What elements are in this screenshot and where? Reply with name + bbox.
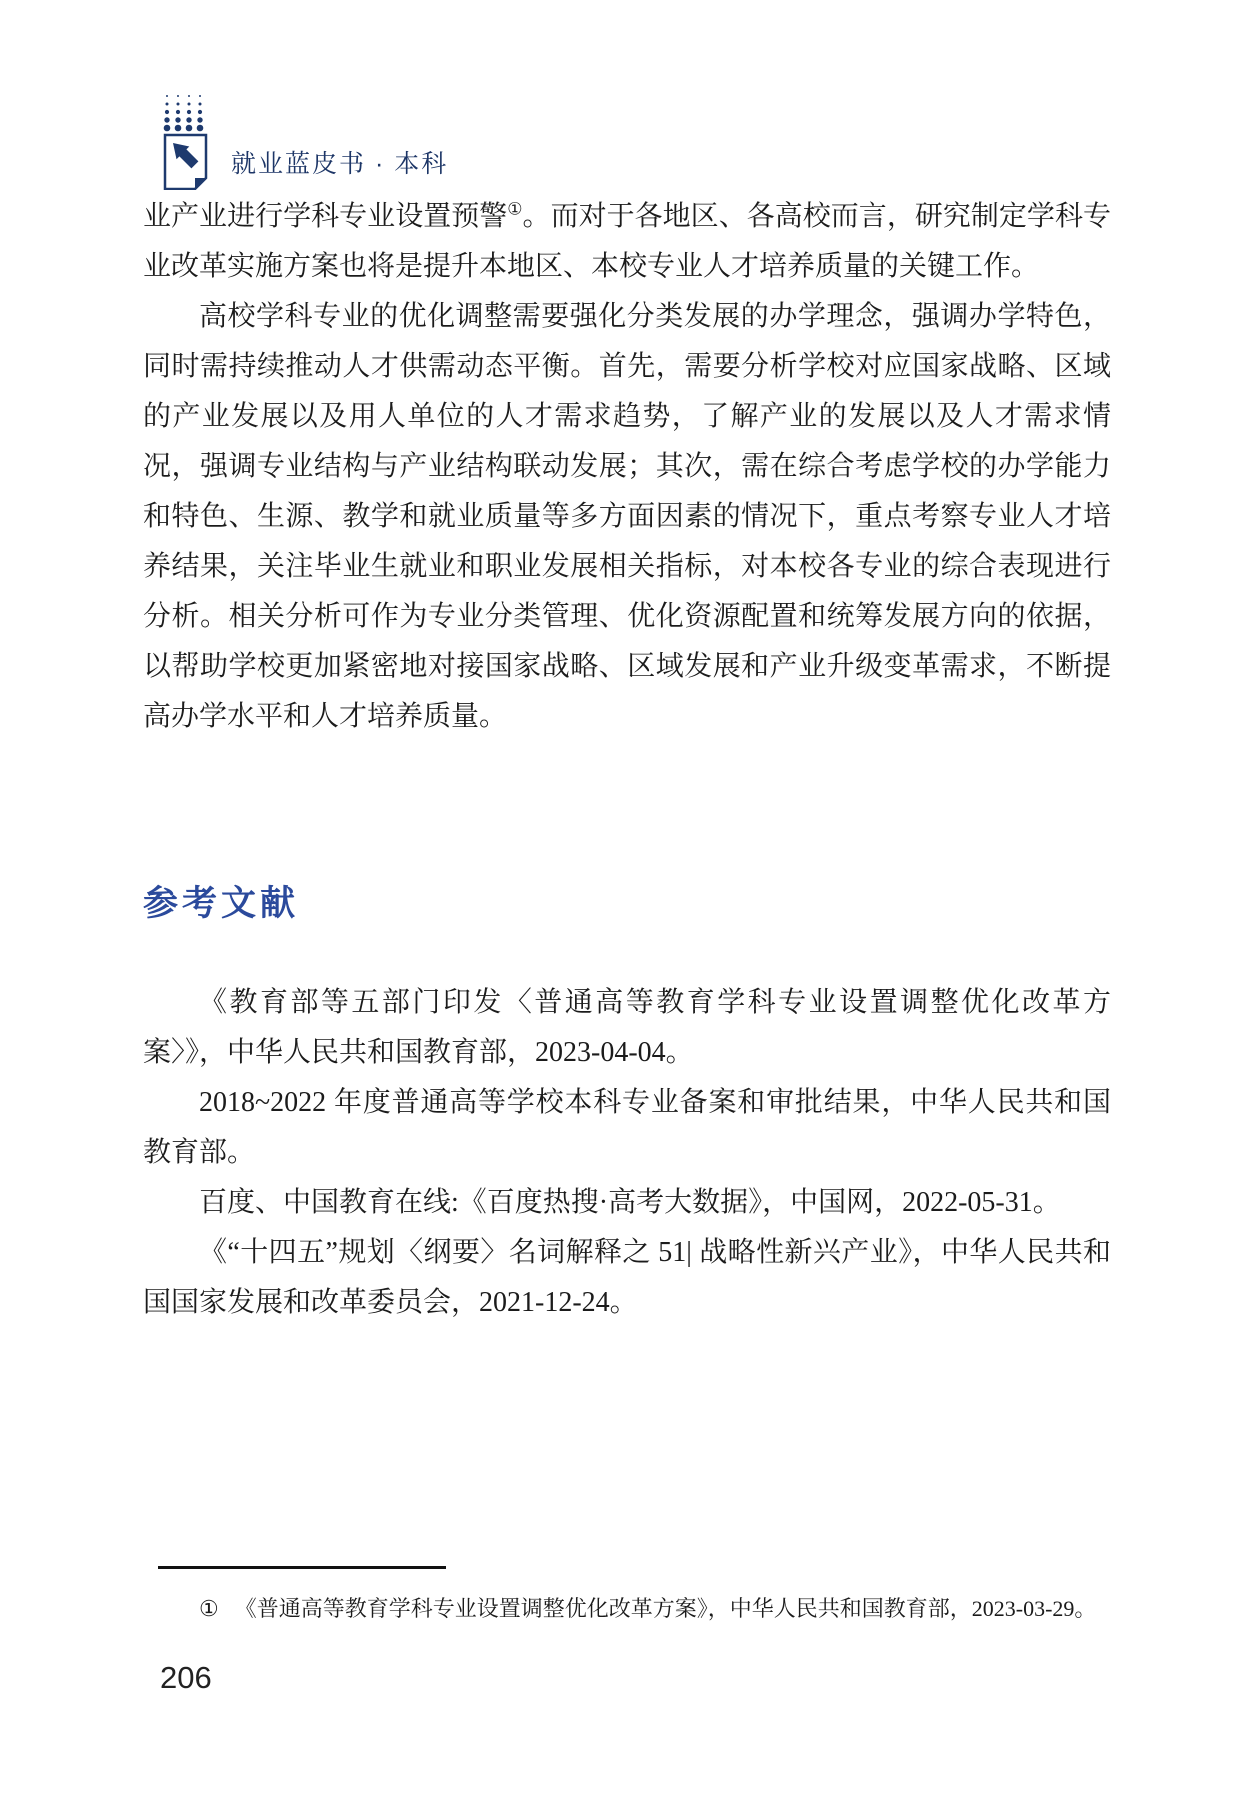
footnote-marker: ① [199, 1596, 219, 1621]
references-heading: 参考文献 [143, 884, 300, 923]
references-list [143, 978, 1111, 1328]
footnote-separator [158, 1566, 446, 1569]
paragraph-text: 。而对于各地区、各高校而言，研究制定学科专业改革实施方案也将是提升本地区、本校专业人才培养质量的关键工作。 [143, 201, 1111, 282]
paragraph-text: 业产业进行学科专业设置预警 [143, 201, 508, 232]
page-number: 206 [160, 1660, 212, 1695]
footnote-text: 《普通高等教育学科专业设置调整优化改革方案》，中华人民共和国教育部，2023-03-29。 [234, 1596, 1097, 1621]
reference-item: 2018~2022 年度普通高等学校本科专业备案和审批结果，中华人民共和国教育部。 [143, 1087, 1111, 1168]
reference-item: 《教育部等五部门印发〈普通高等教育学科专业设置调整优化改革方案〉》，中华人民共和国教育部，2023-04-04。 [143, 987, 1111, 1068]
book-series-title: 就业蓝皮书 · 本科 [231, 150, 449, 178]
paragraph-continuation [143, 192, 1111, 292]
dots-grid-icon [164, 95, 204, 131]
footnote [199, 1592, 1159, 1626]
document-up-left-arrow-icon [162, 94, 210, 190]
body-text [143, 192, 1111, 742]
footnote-reference-mark: ① [507, 199, 523, 219]
paragraph: 高校学科专业的优化调整需要强化分类发展的办学理念，强调办学特色，同时需持续推动人才供需动态平衡。首先，需要分析学校对应国家战略、区域的产业发展以及用人单位的人才需求趋势，了解产业的发展以及人才需求情况，强调专业结构与产业结构联动发展；其次，需在综合考虑学校的办学能力和特色、生源、教学和就业质量等多方面因素的情况下，重点考察专业人才培养结果，关注毕业生就业和职业发展相关指标，对本校各专业的综合表现进行分析。相关分析可作为专业分类管理、优化资源配置和统筹发展方向的依据，以帮助学校更加紧密地对接国家战略、区域发展和产业升级变革需求，不断提高办学水平和人才培养质量。 [143, 301, 1111, 732]
reference-item: 百度、中国教育在线:《百度热搜·高考大数据》，中国网，2022-05-31。 [199, 1187, 1061, 1218]
publisher-logo [162, 94, 210, 190]
reference-item: 《“十四五”规划〈纲要〉名词解释之 51| 战略性新兴产业》，中华人民共和国国家发展和改革委员会，2021-12-24。 [143, 1237, 1111, 1318]
